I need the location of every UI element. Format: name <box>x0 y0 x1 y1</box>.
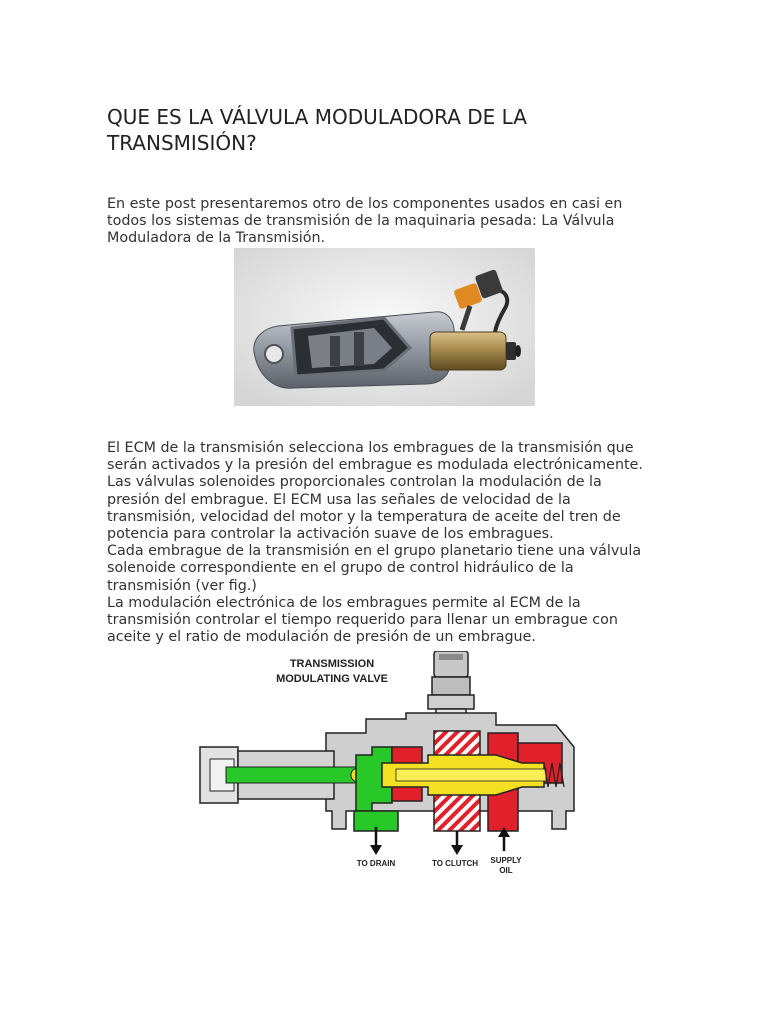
body-text <box>107 440 647 646</box>
diagram-title-line-1: TRANSMISSION <box>289 658 375 670</box>
label-oil: OIL <box>499 866 513 875</box>
valve-photo <box>234 248 535 406</box>
label-to-clutch: TO CLUTCH <box>431 859 479 868</box>
body-paragraph-3: La modulación electrónica de los embragues permite al ECM de la transmisión controlar el tiempo requerido para llenar un embrague con aceite y el ratio de modulación de presión de un embrague. <box>107 594 618 646</box>
label-to-drain: TO DRAIN <box>356 859 396 868</box>
body-paragraph-1: El ECM de la transmisión selecciona los embragues de la transmisión que serán activados y la presión del embrague es modulada electrónicamente. Las válvulas solenoides proporcionales controlan la modulación de la presión del embrague. El ECM usa las señales de velocidad de la transmisión, velocidad del motor y la temperatura de aceite del tren de potencia para controlar la activación suave de los embragues. <box>107 440 643 543</box>
diagram-title-line-2: MODULATING VALVE <box>276 673 388 685</box>
article-title: QUE ES LA VÁLVULA MODULADORA DE LA TRANSMISIÓN? <box>107 105 527 155</box>
label-supply: SUPPLY <box>490 856 522 865</box>
body-paragraph-2: Cada embrague de la transmisión en el grupo planetario tiene una válvula solenoide correspondiente en el grupo de control hidráulico de la transmisión (ver fig.) <box>107 543 642 594</box>
modulating-valve-diagram <box>196 651 581 876</box>
intro-paragraph: En este post presentaremos otro de los componentes usados en casi en todos los sistemas de transmisión de la maquinaria pesada: La Válvula Moduladora de la Transmisión. <box>107 196 623 247</box>
